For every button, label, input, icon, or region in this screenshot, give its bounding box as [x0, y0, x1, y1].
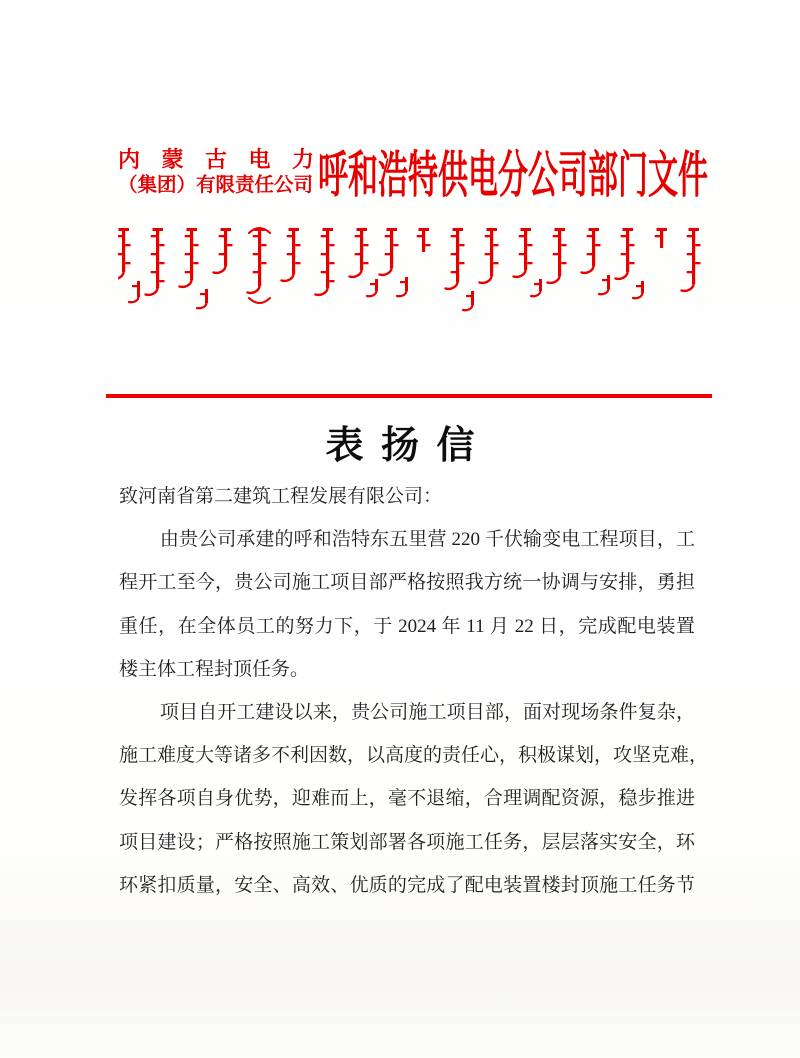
- salutation-line: 致河南省第二建筑工程发展有限公司：: [119, 486, 443, 507]
- letter-body: [119, 475, 709, 907]
- paragraph-line: 项目自开工建设以来，贵公司施工项目部，面对现场条件复杂，: [159, 702, 695, 724]
- paragraph-line: 楼主体工程封顶任务。: [119, 658, 310, 680]
- paragraph-line: 由贵公司承建的呼和浩特东五里营 220 千伏输变电工程项目，工: [159, 529, 695, 551]
- letter-title: 表 扬 信: [325, 425, 479, 467]
- mongolian-script-row: [118, 220, 710, 312]
- paragraph-line: 重任，在全体员工的努力下，于 2024 年 11 月 22 日，完成配电装置: [119, 615, 695, 637]
- org-name-block: [118, 147, 336, 199]
- paragraph-line: 程开工至今，贵公司施工项目部严格按照我方统一协调与安排，勇担: [119, 572, 695, 594]
- paragraph-line: 项目建设；严格按照施工策划部署各项施工任务，层层落实安全，环: [119, 831, 695, 853]
- paragraph-line: 环紧扣质量，安全、高效、优质的完成了配电装置楼封顶施工任务节: [119, 874, 695, 896]
- org-name-line2: （集团）有限责任公司: [118, 175, 314, 196]
- paragraph-line: 施工难度大等诸多不利因数，以高度的责任心，积极谋划，攻坚克难，: [119, 745, 709, 767]
- org-name-line1: 内蒙古电力: [118, 147, 336, 172]
- document-banner-title: 呼和浩特供电分公司部门文件: [318, 147, 708, 203]
- paragraph-line: 发挥各项自身优势，迎难而上，毫不退缩，合理调配资源，稳步推进: [119, 788, 695, 810]
- red-separator-line: [106, 394, 712, 398]
